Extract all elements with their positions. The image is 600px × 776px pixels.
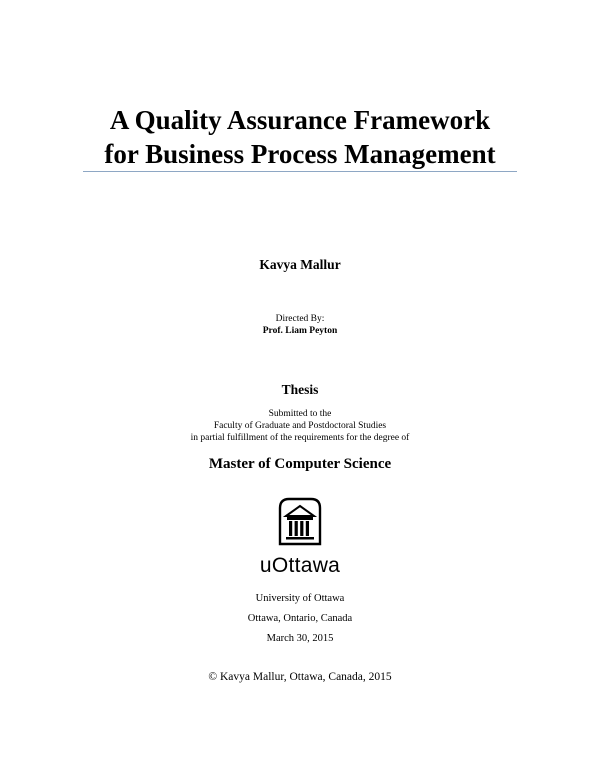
university-crest-icon <box>277 496 323 546</box>
submission-date: March 30, 2015 <box>266 633 334 644</box>
title-divider <box>83 171 517 172</box>
university-location: Ottawa, Ontario, Canada <box>247 613 353 624</box>
supervisor-name: Prof. Liam Peyton <box>262 326 338 336</box>
title-line-2: for Business Process Management <box>104 139 496 169</box>
copyright-notice: © Kavya Mallur, Ottawa, Canada, 2015 <box>208 671 392 683</box>
title-line-1: A Quality Assurance Framework <box>109 105 491 135</box>
university-name: University of Ottawa <box>255 593 345 604</box>
directed-by-label: Directed By: <box>275 314 325 324</box>
thesis-heading: Thesis <box>281 382 319 397</box>
uottawa-logo-text: uOttawa <box>259 554 341 577</box>
submission-line-2: Faculty of Graduate and Postdoctoral Studies <box>213 421 387 431</box>
degree-name: Master of Computer Science <box>208 456 392 472</box>
submission-line-3: in partial fulfillment of the requirements for the degree of <box>190 433 410 443</box>
author-name: Kavya Mallur <box>259 257 341 272</box>
submission-line-1: Submitted to the <box>268 409 332 419</box>
